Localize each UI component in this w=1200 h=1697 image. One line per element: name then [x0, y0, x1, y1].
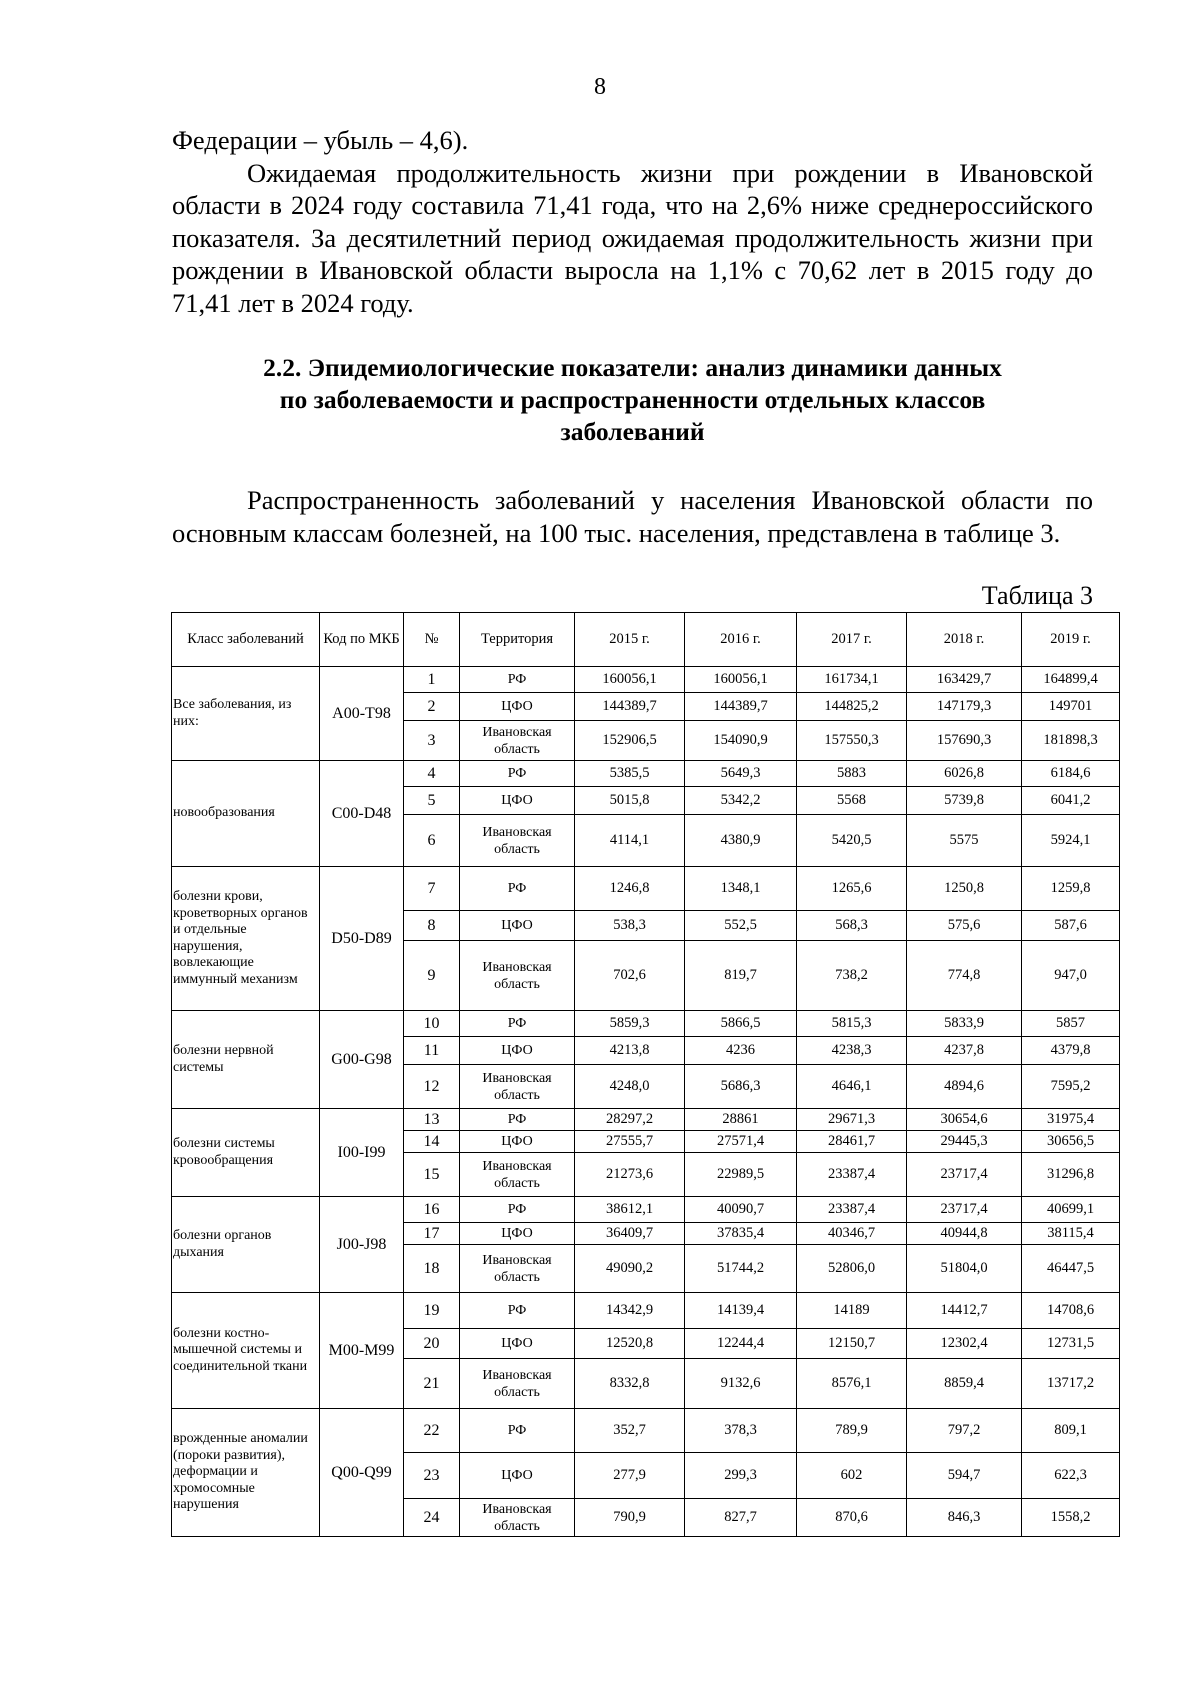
- section-heading: [172, 352, 1093, 448]
- row-number-cell: 19: [404, 1293, 460, 1329]
- territory-cell: ЦФО: [460, 787, 575, 815]
- section-heading-line: по заболеваемости и распространенности отдельных классов: [279, 385, 986, 414]
- territory-cell: Ивановская область: [460, 1499, 575, 1537]
- value-cell: 23387,4: [797, 1153, 907, 1197]
- value-cell: 28461,7: [797, 1131, 907, 1153]
- value-cell: 12150,7: [797, 1329, 907, 1359]
- table-caption: Таблица 3: [981, 581, 1093, 610]
- value-cell: 149701: [1022, 693, 1120, 721]
- row-number-cell: 21: [404, 1359, 460, 1409]
- disease-class-cell: болезни костно-мышечной системы и соединительной ткани: [172, 1293, 320, 1409]
- value-cell: 7595,2: [1022, 1065, 1120, 1109]
- value-cell: 5568: [797, 787, 907, 815]
- value-cell: 1348,1: [685, 867, 797, 911]
- row-number-cell: 23: [404, 1453, 460, 1499]
- value-cell: 5833,9: [907, 1011, 1022, 1037]
- icd-code-cell: G00-G98: [320, 1011, 404, 1109]
- icd-code-cell: C00-D48: [320, 761, 404, 867]
- value-cell: 22989,5: [685, 1153, 797, 1197]
- row-number-cell: 3: [404, 721, 460, 761]
- disease-class-cell: болезни нервной системы: [172, 1011, 320, 1109]
- value-cell: 13717,2: [1022, 1359, 1120, 1409]
- value-cell: 5420,5: [797, 815, 907, 867]
- table-row: [172, 1197, 1120, 1223]
- value-cell: 31975,4: [1022, 1109, 1120, 1131]
- value-cell: 164899,4: [1022, 667, 1120, 693]
- value-cell: 12244,4: [685, 1329, 797, 1359]
- row-number-cell: 14: [404, 1131, 460, 1153]
- row-number-cell: 4: [404, 761, 460, 787]
- value-cell: 870,6: [797, 1499, 907, 1537]
- value-cell: 552,5: [685, 911, 797, 941]
- table-row: [172, 1293, 1120, 1329]
- value-cell: 144389,7: [575, 693, 685, 721]
- value-cell: 809,1: [1022, 1409, 1120, 1453]
- value-cell: 1246,8: [575, 867, 685, 911]
- value-cell: 12520,8: [575, 1329, 685, 1359]
- icd-code-cell: Q00-Q99: [320, 1409, 404, 1537]
- value-cell: 378,3: [685, 1409, 797, 1453]
- value-cell: 1259,8: [1022, 867, 1120, 911]
- territory-cell: Ивановская область: [460, 1359, 575, 1409]
- disease-class-cell: болезни органов дыхания: [172, 1197, 320, 1293]
- value-cell: 5866,5: [685, 1011, 797, 1037]
- row-number-cell: 22: [404, 1409, 460, 1453]
- value-cell: 846,3: [907, 1499, 1022, 1537]
- value-cell: 587,6: [1022, 911, 1120, 941]
- value-cell: 5859,3: [575, 1011, 685, 1037]
- value-cell: 6184,6: [1022, 761, 1120, 787]
- value-cell: 5342,2: [685, 787, 797, 815]
- value-cell: 28861: [685, 1109, 797, 1131]
- intro-line: Федерации – убыль – 4,6).: [172, 125, 469, 155]
- section-paragraph: Распространенность заболеваний у населения Ивановской области по основным классам болезней, на 100 тыс. населения, представлена в таблице 3.: [172, 485, 1093, 548]
- table-row: [172, 667, 1120, 693]
- icd-code-cell: D50-D89: [320, 867, 404, 1011]
- value-cell: 23717,4: [907, 1197, 1022, 1223]
- header-code: Код по МКБ: [320, 613, 404, 667]
- value-cell: 38612,1: [575, 1197, 685, 1223]
- icd-code-cell: I00-I99: [320, 1109, 404, 1197]
- value-cell: 12302,4: [907, 1329, 1022, 1359]
- row-number-cell: 7: [404, 867, 460, 911]
- row-number-cell: 6: [404, 815, 460, 867]
- intro-paragraph: Ожидаемая продолжительность жизни при рождении в Ивановской области в 2024 году составила 71,41 года, что на 2,6% ниже среднероссийского показателя. За десятилетний период ожидаемая продолжительность жизни при рождении в Ивановской области выросла на 1,1% с 70,62 лет в 2015 году до 71,41 лет в 2024 году.: [172, 157, 1093, 318]
- row-number-cell: 2: [404, 693, 460, 721]
- value-cell: 40090,7: [685, 1197, 797, 1223]
- value-cell: 27555,7: [575, 1131, 685, 1153]
- value-cell: 277,9: [575, 1453, 685, 1499]
- value-cell: 5883: [797, 761, 907, 787]
- table-row: [172, 1109, 1120, 1131]
- value-cell: 4236: [685, 1037, 797, 1065]
- header-number: №: [404, 613, 460, 667]
- value-cell: 1265,6: [797, 867, 907, 911]
- territory-cell: ЦФО: [460, 911, 575, 941]
- value-cell: 144825,2: [797, 693, 907, 721]
- value-cell: 29671,3: [797, 1109, 907, 1131]
- value-cell: 160056,1: [685, 667, 797, 693]
- value-cell: 622,3: [1022, 1453, 1120, 1499]
- value-cell: 51744,2: [685, 1245, 797, 1293]
- disease-class-cell: болезни крови, кроветворных органов и отдельные нарушения, вовлекающие иммунный механизм: [172, 867, 320, 1011]
- value-cell: 5686,3: [685, 1065, 797, 1109]
- value-cell: 5649,3: [685, 761, 797, 787]
- value-cell: 6026,8: [907, 761, 1022, 787]
- value-cell: 30654,6: [907, 1109, 1022, 1131]
- value-cell: 8576,1: [797, 1359, 907, 1409]
- value-cell: 538,3: [575, 911, 685, 941]
- value-cell: 181898,3: [1022, 721, 1120, 761]
- row-number-cell: 10: [404, 1011, 460, 1037]
- header-2019: 2019 г.: [1022, 613, 1120, 667]
- territory-cell: Ивановская область: [460, 721, 575, 761]
- territory-cell: РФ: [460, 1197, 575, 1223]
- row-number-cell: 16: [404, 1197, 460, 1223]
- row-number-cell: 24: [404, 1499, 460, 1537]
- value-cell: 4213,8: [575, 1037, 685, 1065]
- value-cell: 14189: [797, 1293, 907, 1329]
- section-text: [172, 484, 1093, 549]
- value-cell: 154090,9: [685, 721, 797, 761]
- territory-cell: Ивановская область: [460, 1153, 575, 1197]
- value-cell: 827,7: [685, 1499, 797, 1537]
- value-cell: 4894,6: [907, 1065, 1022, 1109]
- value-cell: 8859,4: [907, 1359, 1022, 1409]
- value-cell: 1558,2: [1022, 1499, 1120, 1537]
- value-cell: 5857: [1022, 1011, 1120, 1037]
- value-cell: 21273,6: [575, 1153, 685, 1197]
- section-heading-line: 2.2. Эпидемиологические показатели: анализ динамики данных: [263, 353, 1002, 382]
- territory-cell: ЦФО: [460, 1131, 575, 1153]
- value-cell: 1250,8: [907, 867, 1022, 911]
- value-cell: 4646,1: [797, 1065, 907, 1109]
- icd-code-cell: A00-T98: [320, 667, 404, 761]
- header-class: Класс заболеваний: [172, 613, 320, 667]
- table-row: [172, 1409, 1120, 1453]
- value-cell: 52806,0: [797, 1245, 907, 1293]
- territory-cell: РФ: [460, 1109, 575, 1131]
- territory-cell: РФ: [460, 1409, 575, 1453]
- value-cell: 819,7: [685, 941, 797, 1011]
- value-cell: 5815,3: [797, 1011, 907, 1037]
- value-cell: 147179,3: [907, 693, 1022, 721]
- value-cell: 738,2: [797, 941, 907, 1011]
- value-cell: 9132,6: [685, 1359, 797, 1409]
- value-cell: 299,3: [685, 1453, 797, 1499]
- table-body: [172, 667, 1120, 1537]
- row-number-cell: 17: [404, 1223, 460, 1245]
- row-number-cell: 15: [404, 1153, 460, 1197]
- row-number-cell: 5: [404, 787, 460, 815]
- row-number-cell: 8: [404, 911, 460, 941]
- value-cell: 5739,8: [907, 787, 1022, 815]
- value-cell: 14708,6: [1022, 1293, 1120, 1329]
- header-territory: Территория: [460, 613, 575, 667]
- territory-cell: РФ: [460, 761, 575, 787]
- value-cell: 4379,8: [1022, 1037, 1120, 1065]
- value-cell: 5924,1: [1022, 815, 1120, 867]
- header-2016: 2016 г.: [685, 613, 797, 667]
- value-cell: 31296,8: [1022, 1153, 1120, 1197]
- value-cell: 5385,5: [575, 761, 685, 787]
- row-number-cell: 20: [404, 1329, 460, 1359]
- value-cell: 40699,1: [1022, 1197, 1120, 1223]
- value-cell: 157550,3: [797, 721, 907, 761]
- header-2015: 2015 г.: [575, 613, 685, 667]
- disease-table: [171, 612, 1120, 1537]
- value-cell: 37835,4: [685, 1223, 797, 1245]
- value-cell: 23387,4: [797, 1197, 907, 1223]
- value-cell: 12731,5: [1022, 1329, 1120, 1359]
- value-cell: 797,2: [907, 1409, 1022, 1453]
- value-cell: 36409,7: [575, 1223, 685, 1245]
- value-cell: 46447,5: [1022, 1245, 1120, 1293]
- value-cell: 5575: [907, 815, 1022, 867]
- territory-cell: ЦФО: [460, 1329, 575, 1359]
- value-cell: 38115,4: [1022, 1223, 1120, 1245]
- row-number-cell: 18: [404, 1245, 460, 1293]
- value-cell: 51804,0: [907, 1245, 1022, 1293]
- value-cell: 774,8: [907, 941, 1022, 1011]
- value-cell: 14412,7: [907, 1293, 1022, 1329]
- value-cell: 5015,8: [575, 787, 685, 815]
- value-cell: 4248,0: [575, 1065, 685, 1109]
- value-cell: 30656,5: [1022, 1131, 1120, 1153]
- value-cell: 161734,1: [797, 667, 907, 693]
- value-cell: 27571,4: [685, 1131, 797, 1153]
- value-cell: 4380,9: [685, 815, 797, 867]
- value-cell: 575,6: [907, 911, 1022, 941]
- intro-text: [172, 124, 1093, 319]
- value-cell: 157690,3: [907, 721, 1022, 761]
- section-heading-line: заболеваний: [560, 417, 705, 446]
- header-2018: 2018 г.: [907, 613, 1022, 667]
- territory-cell: РФ: [460, 867, 575, 911]
- value-cell: 4114,1: [575, 815, 685, 867]
- territory-cell: Ивановская область: [460, 941, 575, 1011]
- table-row: [172, 867, 1120, 911]
- territory-cell: РФ: [460, 1293, 575, 1329]
- territory-cell: ЦФО: [460, 1037, 575, 1065]
- value-cell: 28297,2: [575, 1109, 685, 1131]
- row-number-cell: 9: [404, 941, 460, 1011]
- icd-code-cell: J00-J98: [320, 1197, 404, 1293]
- territory-cell: Ивановская область: [460, 1245, 575, 1293]
- row-number-cell: 11: [404, 1037, 460, 1065]
- territory-cell: РФ: [460, 1011, 575, 1037]
- value-cell: 352,7: [575, 1409, 685, 1453]
- disease-class-cell: болезни системы кровообращения: [172, 1109, 320, 1197]
- value-cell: 6041,2: [1022, 787, 1120, 815]
- table-row: [172, 761, 1120, 787]
- value-cell: 602: [797, 1453, 907, 1499]
- table-header-row: [172, 613, 1120, 667]
- value-cell: 594,7: [907, 1453, 1022, 1499]
- row-number-cell: 1: [404, 667, 460, 693]
- value-cell: 568,3: [797, 911, 907, 941]
- value-cell: 49090,2: [575, 1245, 685, 1293]
- value-cell: 14139,4: [685, 1293, 797, 1329]
- table-row: [172, 1011, 1120, 1037]
- page-number: 8: [594, 74, 606, 100]
- disease-class-cell: врожденные аномалии (пороки развития), деформации и хромосомные нарушения: [172, 1409, 320, 1537]
- value-cell: 4237,8: [907, 1037, 1022, 1065]
- header-2017: 2017 г.: [797, 613, 907, 667]
- disease-class-cell: Все заболевания, из них:: [172, 667, 320, 761]
- territory-cell: ЦФО: [460, 1453, 575, 1499]
- value-cell: 23717,4: [907, 1153, 1022, 1197]
- disease-class-cell: новообразования: [172, 761, 320, 867]
- value-cell: 8332,8: [575, 1359, 685, 1409]
- value-cell: 152906,5: [575, 721, 685, 761]
- value-cell: 40346,7: [797, 1223, 907, 1245]
- value-cell: 29445,3: [907, 1131, 1022, 1153]
- value-cell: 14342,9: [575, 1293, 685, 1329]
- row-number-cell: 12: [404, 1065, 460, 1109]
- territory-cell: Ивановская область: [460, 815, 575, 867]
- value-cell: 4238,3: [797, 1037, 907, 1065]
- territory-cell: РФ: [460, 667, 575, 693]
- value-cell: 40944,8: [907, 1223, 1022, 1245]
- row-number-cell: 13: [404, 1109, 460, 1131]
- territory-cell: Ивановская область: [460, 1065, 575, 1109]
- value-cell: 163429,7: [907, 667, 1022, 693]
- value-cell: 160056,1: [575, 667, 685, 693]
- value-cell: 144389,7: [685, 693, 797, 721]
- territory-cell: ЦФО: [460, 693, 575, 721]
- territory-cell: ЦФО: [460, 1223, 575, 1245]
- value-cell: 790,9: [575, 1499, 685, 1537]
- value-cell: 702,6: [575, 941, 685, 1011]
- value-cell: 947,0: [1022, 941, 1120, 1011]
- icd-code-cell: M00-M99: [320, 1293, 404, 1409]
- value-cell: 789,9: [797, 1409, 907, 1453]
